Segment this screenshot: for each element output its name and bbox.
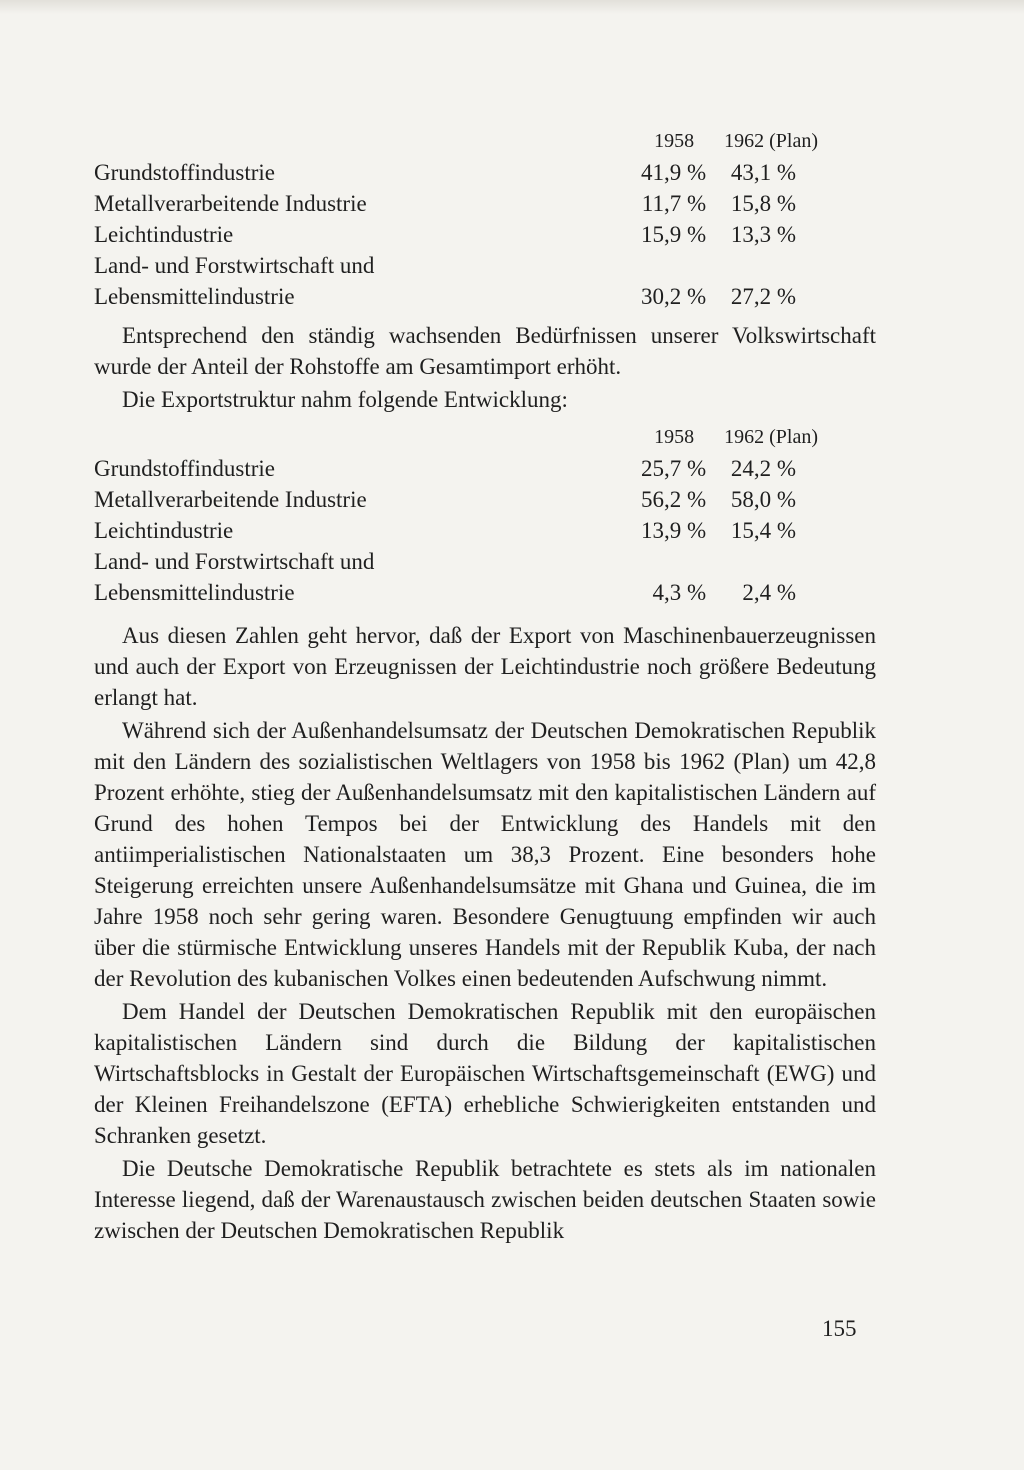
table-row (94, 577, 834, 608)
value-1962: 13,3 % (730, 222, 796, 247)
table-row (94, 281, 834, 312)
value-1962: 15,8 % (730, 191, 796, 216)
row-label: Lebensmittelindustrie (94, 580, 295, 605)
table-header-row (94, 422, 834, 453)
value-1962 (724, 250, 834, 281)
table-row (94, 157, 834, 188)
row-label: Grundstoffindustrie (94, 456, 276, 481)
row-label: Leichtindustrie (94, 518, 234, 543)
table-row (94, 453, 834, 484)
value-1958 (551, 250, 724, 281)
row-label: Leichtindustrie (94, 222, 234, 247)
row-label: Land- und Forstwirtschaft und (94, 253, 375, 278)
value-1958: 11,7 % (641, 191, 707, 216)
row-label: Land- und Forstwirtschaft und (94, 549, 375, 574)
table-row (94, 250, 834, 281)
header-1962-plan: 1962 (Plan) (724, 130, 818, 152)
body-text-block (94, 620, 876, 1246)
value-1958: 41,9 % (640, 160, 707, 185)
row-label: Metallverarbeitende Industrie (94, 191, 367, 216)
row-label: Metallverarbeitende Industrie (94, 487, 367, 512)
import-text-block (94, 320, 876, 415)
value-1958: 4,3 % (652, 580, 707, 605)
table-row (94, 188, 834, 219)
value-1958: 30,2 % (640, 284, 707, 309)
paragraph: Die Exportstruktur nahm folgende Entwicklung: (122, 387, 568, 412)
value-1958: 56,2 % (640, 487, 707, 512)
value-1958: 15,9 % (640, 222, 707, 247)
paragraph: Die Deutsche Demokratische Republik betrachtete es stets als im nationalen Interesse liegend, daß der Warenaustausch zwischen beiden deutschen Staaten sowie zwischen der Deutschen Demokratischen Republik (94, 1156, 876, 1243)
export-structure-table (94, 422, 834, 608)
value-1958: 13,9 % (640, 518, 707, 543)
header-1958: 1958 (654, 426, 695, 448)
table-row (94, 546, 834, 577)
value-1958: 25,7 % (640, 456, 707, 481)
table-row (94, 219, 834, 250)
value-1962: 27,2 % (730, 284, 796, 309)
header-1962-plan: 1962 (Plan) (724, 426, 818, 448)
table-row (94, 484, 834, 515)
value-1962 (724, 546, 834, 577)
row-label: Lebensmittelindustrie (94, 284, 295, 309)
scan-edge (0, 0, 1024, 14)
value-1962: 2,4 % (742, 580, 796, 605)
paragraph: Dem Handel der Deutschen Demokratischen Republik mit den europäischen kapitalistischen Ländern sind durch die Bildung der kapitalistischen Wirtschaftsblocks in Gestalt der Europäischen Wirtschaftsgemeinschaft (EWG) und der Kleinen Freihandelszone (EFTA) erhebliche Schwierigkeiten entstanden und Schranken gesetzt. (94, 999, 876, 1148)
import-structure-table (94, 126, 834, 312)
value-1958 (551, 546, 724, 577)
header-empty-cell (94, 126, 551, 157)
paragraph: Entsprechend den ständig wachsenden Bedürfnissen unserer Volkswirtschaft wurde der Anteil der Rohstoffe am Gesamtimport erhöht. (94, 323, 876, 379)
table-row (94, 515, 834, 546)
value-1962: 58,0 % (730, 487, 796, 512)
value-1962: 43,1 % (730, 160, 796, 185)
value-1962: 15,4 % (730, 518, 796, 543)
page-number: 155 (822, 1316, 857, 1341)
table-header-row (94, 126, 834, 157)
paragraph: Aus diesen Zahlen geht hervor, daß der Export von Maschinenbauerzeugnissen und auch der Export von Erzeugnissen der Leichtindustrie noch größere Bedeutung erlangt hat. (94, 623, 876, 710)
header-1958: 1958 (654, 130, 695, 152)
paragraph: Während sich der Außenhandelsumsatz der Deutschen Demokratischen Republik mit den Ländern des sozialistischen Weltlagers von 1958 bis 1962 (Plan) um 42,8 Prozent erhöhte, stieg der Außenhandelsumsatz mit den kapitalistischen Ländern auf Grund des hohen Tempos bei der Entwicklung des Handels mit den antiimperialistischen Nationalstaaten um 38,3 Prozent. Eine besonders hohe Steigerung erreichten unsere Außenhandelsumsätze mit Ghana und Guinea, die im Jahre 1958 noch sehr gering waren. Besondere Genugtuung empfinden wir auch über die stürmische Entwicklung unseres Handels mit der Republik Kuba, der nach der Revolution des kubanischen Volkes einen bedeutenden Aufschwung nimmt. (94, 718, 876, 991)
value-1962: 24,2 % (730, 456, 796, 481)
row-label: Grundstoffindustrie (94, 160, 276, 185)
header-empty-cell (94, 422, 551, 453)
